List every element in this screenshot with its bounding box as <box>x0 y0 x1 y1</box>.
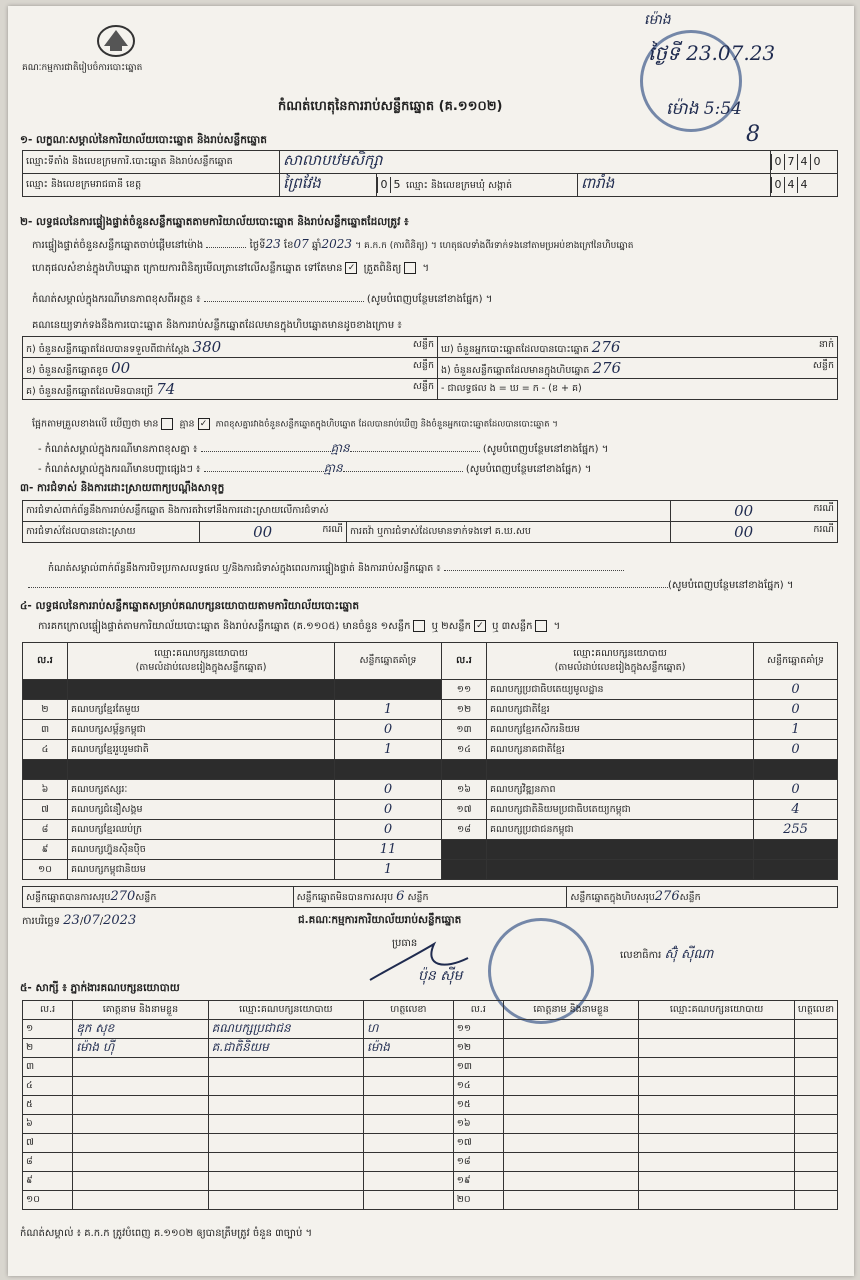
org-name: គណៈកម្មការជាតិរៀបចំការបោះឆ្នោត <box>22 63 143 73</box>
section2-heading: ២- លទ្ធផលនៃការផ្ទៀងផ្ទាត់ចំនួនសន្លឹកឆ្នោតតាមការិយាល័យបោះឆ្នោត និងរាប់សន្លឹកឆ្នោតដែលត្រូវ ៖ <box>20 216 409 228</box>
location-code: 0 7 4 0 <box>771 151 838 174</box>
resolved-value: 00 <box>253 523 273 541</box>
totals-table: សន្លឹកឆ្នោតបានការសរុប270សន្លឹក សន្លឹកឆ្នោតមិនបានការសរុប 6 សន្លឹក សន្លឹកឆ្នោតក្នុងហិបសរុប276សន្លឹក <box>22 886 838 908</box>
witness-signature <box>364 1172 454 1191</box>
witness-party-right <box>639 1115 794 1134</box>
witness-party-right <box>639 1134 794 1153</box>
witness-row <box>23 1115 838 1134</box>
chair-signature: ប៉ុន ស៊ីម <box>418 968 463 984</box>
witness-no-right: ១១ <box>453 1020 503 1039</box>
handwritten-mark: 8 <box>746 122 760 147</box>
party-name-right: គណបក្សជាតិខ្មែរ <box>487 700 754 720</box>
witness-row <box>23 1058 838 1077</box>
checkbox-verify[interactable] <box>404 262 416 274</box>
handwritten-top: ម៉ោង <box>644 12 671 28</box>
witness-row <box>23 1096 838 1115</box>
resolved-label: ការជំទាស់ដែលបានដោះស្រាយ <box>23 522 200 543</box>
section2-line1: ការផ្ទៀងផ្ទាត់ចំនួនសន្លឹកឆ្នោតចាប់ផ្តើមនៅម៉ោង ថ្ងៃទី23 ខែ07 ឆ្នាំ2023 ។ គ.ក.ក (ការពិនិត្យ) ។ ហេតុផលទាំងពីរទាក់ទងនៅតាមប្រអប់ខាងក្រៅនៃហិបឆ្នោត <box>32 237 634 251</box>
witness-name <box>73 1058 208 1077</box>
w-col-name-left: គោត្តនាម និងនាមខ្លួន <box>73 1001 208 1020</box>
party-votes-left: 1 <box>335 700 442 720</box>
party-votes-left: 0 <box>335 720 442 740</box>
witness-party <box>208 1115 363 1134</box>
col-party-right: ឈ្មោះគណបក្សនយោបាយ (តាមលំដាប់លេខរៀងក្នុងសន្លឹកឆ្នោត) <box>487 643 754 680</box>
section1-heading: ១- លក្ខណៈសម្គាល់នៃការិយាល័យបោះឆ្នោត និងរាប់សន្លឹកឆ្នោត <box>20 134 267 146</box>
objection-table: ការជំទាស់ពាក់ព័ន្ធនឹងការរាប់សន្លឹកឆ្នោត និងការតវ៉ាទៅនឹងការដោះស្រាយលើការជំទាស់ 00 ករណី ការជំទាស់ដែលបានដោះស្រាយ 00 ករណី ការតវ៉ា ឬការជំទាស់ដែលមានទាក់ទងទៅ គ.ឃ.សប 00 ករណី <box>22 500 838 543</box>
party-row <box>23 740 838 760</box>
party-no-left <box>23 680 68 700</box>
party-votes-left <box>335 760 442 780</box>
witness-signature-right <box>794 1020 837 1039</box>
witness-no-left: ៤ <box>23 1077 73 1096</box>
witness-party <box>208 1077 363 1096</box>
party-votes-right: 1 <box>754 720 838 740</box>
w-col-no-left: ល.រ <box>23 1001 73 1020</box>
province-code-0: 0 <box>377 177 390 193</box>
party-name-right <box>487 860 754 880</box>
witness-name: ម៉ោង ហ៊ី <box>73 1039 208 1058</box>
section3-remark-tail: (សូមបំពេញបន្ថែមនៅខាងផ្នែក) ។ <box>28 580 793 591</box>
witness-name-right <box>503 1191 638 1210</box>
complaints-label: ការតវ៉ា ឬការជំទាស់ដែលមានទាក់ទងទៅ គ.ឃ.សប <box>347 522 671 543</box>
witness-signature: ម៉ោង <box>364 1039 454 1058</box>
section2-note3: - កំណត់សម្គាល់ក្នុងករណីមានបញ្ហាផ្សេងៗ ៖ គ្មាន (សូមបំពេញបន្ថែមនៅខាងផ្នែក) ។ <box>38 461 592 475</box>
witness-no-left: ២ <box>23 1039 73 1058</box>
handwritten-ref: ម៉ោង 5:54 <box>666 99 742 119</box>
witness-name <box>73 1077 208 1096</box>
witness-signature-right <box>794 1096 837 1115</box>
witness-name <box>73 1191 208 1210</box>
party-row <box>23 820 838 840</box>
made-date: ការបរិច្ឆេទ 23/07/2023 <box>22 913 137 928</box>
party-votes-right: 4 <box>754 800 838 820</box>
witness-no-right: ១៤ <box>453 1077 503 1096</box>
witness-party <box>208 1058 363 1077</box>
witness-no-left: ១០ <box>23 1191 73 1210</box>
witness-name <box>73 1096 208 1115</box>
voters-count: 276 <box>591 337 621 356</box>
witness-no-right: ១៣ <box>453 1058 503 1077</box>
party-no-left: ៣ <box>23 720 68 740</box>
witness-signature-right <box>794 1172 837 1191</box>
party-row <box>23 680 838 700</box>
party-votes-right: 0 <box>754 700 838 720</box>
section3-heading: ៣- ការជំទាស់ និងការដោះស្រាយពាក្យបណ្តឹងសាទុក្ខ <box>20 482 225 494</box>
witness-no-right: ១៩ <box>453 1172 503 1191</box>
party-name-right <box>487 760 754 780</box>
party-no-right: ១៤ <box>442 740 487 760</box>
witness-name-right <box>503 1172 638 1191</box>
checkbox-have[interactable]: ✓ <box>345 262 357 274</box>
witness-party <box>208 1096 363 1115</box>
witness-party-right <box>639 1172 794 1191</box>
party-votes-left: 0 <box>335 780 442 800</box>
party-row <box>23 860 838 880</box>
witness-no-right: ១៥ <box>453 1096 503 1115</box>
section5-heading: ៥- សាក្សី ៖ ភ្នាក់ងារគណបក្សនយោបាយ <box>20 982 180 994</box>
witness-signature <box>364 1115 454 1134</box>
witness-party: គណបក្សប្រជាជន <box>208 1020 363 1039</box>
witness-name: ឌុក សុខ <box>73 1020 208 1039</box>
party-votes-right <box>754 840 838 860</box>
party-votes-left <box>335 680 442 700</box>
witness-no-left: ៦ <box>23 1115 73 1134</box>
party-no-left: ៧ <box>23 800 68 820</box>
party-votes-right: 0 <box>754 780 838 800</box>
location-label: ឈ្មោះទីតាំង និងលេខក្រមការិ.បោះឆ្នោត និងរាប់សន្លឹកឆ្នោត <box>23 151 280 174</box>
party-name-left: គណបក្សជំនឿសង្គម <box>68 800 335 820</box>
commune-code: 0 4 4 <box>771 174 838 197</box>
party-row <box>23 760 838 780</box>
section2-note2: - កំណត់សម្គាល់ក្នុងករណីមានភាពខុសគ្នា ៖ គ្មាន (សូមបំពេញបន្ថែមនៅខាងផ្នែក) ។ <box>38 441 609 455</box>
chair-label: ប្រធាន <box>392 938 418 949</box>
objection-row1-label: ការជំទាស់ពាក់ព័ន្ធនឹងការរាប់សន្លឹកឆ្នោត និងការតវ៉ាទៅនឹងការដោះស្រាយលើការជំទាស់ <box>23 501 671 522</box>
witness-no-left: ៨ <box>23 1153 73 1172</box>
unused-ballots: 74 <box>156 379 176 398</box>
witness-signature <box>364 1134 454 1153</box>
witness-row <box>23 1172 838 1191</box>
witness-party-right <box>639 1077 794 1096</box>
witness-row <box>23 1191 838 1210</box>
witness-name-right <box>503 1020 638 1039</box>
emblem-icon <box>96 24 136 58</box>
section4-heading: ៤- លទ្ធផលនៃការរាប់សន្លឹកឆ្នោតសម្រាប់គណបក្សនយោបាយតាមការិយាល័យបោះឆ្នោត <box>20 600 360 612</box>
w-col-party-right: ឈ្មោះគណបក្សនយោបាយ <box>639 1001 794 1020</box>
party-name-right: គណបក្សនាគជាតិខ្មែរ <box>487 740 754 760</box>
witness-no-left: ១ <box>23 1020 73 1039</box>
party-votes-left: 1 <box>335 860 442 880</box>
witness-party <box>208 1134 363 1153</box>
w-col-no-right: ល.រ <box>453 1001 503 1020</box>
section2-line2: ហេតុផលសំខាន់ក្នុងហិបឆ្នោត ក្រោយការពិនិត្យមើលត្រានៅលើសន្លឹកឆ្នោត ទៅតែមាន ✓ ត្រួតពិនិត្យ ។ <box>32 263 430 274</box>
witness-no-left: ៣ <box>23 1058 73 1077</box>
col-no-left: ល.រ <box>23 643 68 680</box>
party-votes-right: 255 <box>754 820 838 840</box>
party-votes-left: 1 <box>335 740 442 760</box>
col-votes-left: សន្លឹកឆ្នោតគាំទ្រ <box>335 643 442 680</box>
party-name-right: គណបក្សប្រជាជនកម្ពុជា <box>487 820 754 840</box>
witness-signature-right <box>794 1153 837 1172</box>
witness-no-right: ១៦ <box>453 1115 503 1134</box>
valid-total: 270 <box>110 889 136 904</box>
party-votes-left: 0 <box>335 800 442 820</box>
complaints-value: 00 <box>734 523 754 541</box>
witness-signature-right <box>794 1134 837 1153</box>
witness-name-right <box>503 1134 638 1153</box>
section2-line4: គណនេយ្យទាក់ទងនឹងការបោះឆ្នោត និងការរាប់សន្លឹកឆ្នោតដែលមានក្នុងហិបឆ្នោតមានដូចខាងក្រោម ៖ <box>32 320 402 331</box>
witness-name <box>73 1153 208 1172</box>
section2-line3: កំណត់សម្គាល់ក្នុងករណីមានភាពខុសពីអត្ថន ៖ (សូមបំពេញបន្ថែមនៅខាងផ្នែក) ។ <box>32 294 493 305</box>
invalid-total: 6 <box>396 889 405 904</box>
witness-party <box>208 1172 363 1191</box>
province-label: ឈ្មោះ និងលេខក្រមរាជធានី ខេត្ត <box>23 174 280 197</box>
party-no-right <box>442 760 487 780</box>
witness-row <box>23 1039 838 1058</box>
party-no-right: ១៧ <box>442 800 487 820</box>
party-row <box>23 840 838 860</box>
witness-party-right <box>639 1153 794 1172</box>
witness-table <box>22 1000 838 1210</box>
party-no-left: ៤ <box>23 740 68 760</box>
witness-party <box>208 1191 363 1210</box>
w-col-name-right: គោត្តនាម និងនាមខ្លួន <box>503 1001 638 1020</box>
witness-signature-right <box>794 1058 837 1077</box>
party-name-left: គណបក្សខ្មែររួបរួមជាតិ <box>68 740 335 760</box>
party-votes-right: 0 <box>754 740 838 760</box>
received-ballots: 380 <box>192 337 222 356</box>
footer-note: កំណត់សម្គាល់ ៖ គ.ក.ក ត្រូវបំពេញ គ.១១០២ ឲ្យបានត្រឹមត្រូវ ចំនួន ៣ច្បាប់ ។ <box>20 1228 313 1239</box>
witness-name-right <box>503 1039 638 1058</box>
witness-name <box>73 1172 208 1191</box>
checkbox-discrepancy-no[interactable]: ✓ <box>198 418 210 430</box>
witness-signature <box>364 1058 454 1077</box>
witness-name <box>73 1134 208 1153</box>
witness-no-right: ១៧ <box>453 1134 503 1153</box>
col-votes-right: សន្លឹកឆ្នោតគាំទ្រ <box>754 643 838 680</box>
party-row <box>23 700 838 720</box>
party-row <box>23 720 838 740</box>
party-no-right: ១៣ <box>442 720 487 740</box>
party-no-left: ២ <box>23 700 68 720</box>
w-col-sig-right: ហត្ថលេខា <box>794 1001 837 1020</box>
witness-party: គ.ជាតិនិយម <box>208 1039 363 1058</box>
party-name-right: គណបក្សជាតិនិយមប្រជាធិបតេយ្យកម្ពុជា <box>487 800 754 820</box>
party-no-right <box>442 860 487 880</box>
ballots-in-box: 276 <box>592 358 622 377</box>
commune-label: ឈ្មោះ និងលេខក្រមឃុំ សង្កាត់ <box>406 180 513 191</box>
party-name-right: គណបក្សខ្មែរកសិករនិយម <box>487 720 754 740</box>
witness-no-left: ៩ <box>23 1172 73 1191</box>
commune-value: ពារាំង <box>581 174 615 192</box>
witness-signature <box>364 1153 454 1172</box>
party-votes-left: 0 <box>335 820 442 840</box>
party-name-right: គណបក្សប្រជាធិបតេយ្យមូលដ្ឋាន <box>487 680 754 700</box>
col-no-right: ល.រ <box>442 643 487 680</box>
party-name-left: គណបក្សឥស្សរៈ <box>68 780 335 800</box>
party-votes-left: 11 <box>335 840 442 860</box>
party-votes-right <box>754 760 838 780</box>
party-name-left: គណបក្សហ្វ៊ុនស៊ិនប៉ិច <box>68 840 335 860</box>
party-no-left <box>23 760 68 780</box>
party-no-right: ១២ <box>442 700 487 720</box>
party-name-left <box>68 760 335 780</box>
party-name-right: គណបក្សវិឌ្ឍនភាព <box>487 780 754 800</box>
w-col-sig-left: ហត្ថលេខា <box>364 1001 454 1020</box>
witness-name-right <box>503 1096 638 1115</box>
section4-line: ការគកក្រោលផ្ទៀងផ្ទាត់តាមការិយាល័យបោះឆ្នោត និងរាប់សន្លឹកឆ្នោត (គ.១១០៥) មានចំនួន ១សន្លឹក ឬ ២សន្លឹក ✓ ឬ ៣សន្លឹក ។ <box>38 621 561 632</box>
party-no-right <box>442 840 487 860</box>
chair-signature-stroke <box>364 936 474 986</box>
checkbox-discrepancy-yes[interactable] <box>161 418 173 430</box>
witness-party-right <box>639 1058 794 1077</box>
witness-row <box>23 1020 838 1039</box>
spoiled-ballots: 00 <box>111 358 131 377</box>
witness-signature <box>364 1077 454 1096</box>
party-no-right: ១៨ <box>442 820 487 840</box>
witness-name-right <box>503 1077 638 1096</box>
party-name-left: គណបក្សខ្មែរឈប់ក្រ <box>68 820 335 840</box>
party-no-right: ១១ <box>442 680 487 700</box>
witness-party-right <box>639 1191 794 1210</box>
w-col-party-left: ឈ្មោះគណបក្សនយោបាយ <box>208 1001 363 1020</box>
party-name-left <box>68 680 335 700</box>
party-row <box>23 780 838 800</box>
witness-name <box>73 1115 208 1134</box>
party-row <box>23 800 838 820</box>
party-votes-right <box>754 860 838 880</box>
checkbox-2-sheets[interactable]: ✓ <box>474 620 486 632</box>
witness-party-right <box>639 1096 794 1115</box>
party-no-right: ១៦ <box>442 780 487 800</box>
party-no-left: ៩ <box>23 840 68 860</box>
location-value: សាលាបឋមសិក្សា <box>283 151 383 169</box>
form-sheet <box>8 6 854 1276</box>
party-name-left: គណបក្សកម្ពុជានិយម <box>68 860 335 880</box>
party-no-left: ១០ <box>23 860 68 880</box>
party-name-right <box>487 840 754 860</box>
section2-note1: ផ្អែកតាមគ្រួលខាងលើ ឃើញថា មាន គ្មាន ✓ ភាពខុសគ្នារវាងចំនួនសន្លឹកឆ្នោតក្នុងហិបឆ្នោត ដែលបានរាប់ឃើញ និងចំនួនអ្នកបោះឆ្នោតដែលបានបោះឆ្នោត ។ <box>32 418 558 430</box>
party-no-left: ៦ <box>23 780 68 800</box>
secretary-label: លេខាធិការ ស៊ុំ ស៊ីណា <box>620 947 714 962</box>
province-value: ព្រៃវែង <box>283 174 321 192</box>
witness-row <box>23 1153 838 1172</box>
section1-table <box>22 150 838 197</box>
witness-signature-right <box>794 1077 837 1096</box>
objection-row1-value: 00 <box>734 502 754 520</box>
witness-no-right: ១២ <box>453 1039 503 1058</box>
form-title: កំណត់ហេតុនៃការរាប់សន្លឹកឆ្នោត (គ.១១០២) <box>278 99 503 114</box>
witness-no-right: ១៨ <box>453 1153 503 1172</box>
witness-no-left: ៥ <box>23 1096 73 1115</box>
party-results-table <box>22 642 838 880</box>
witness-signature <box>364 1191 454 1210</box>
witness-no-left: ៧ <box>23 1134 73 1153</box>
col-party-left: ឈ្មោះគណបក្សនយោបាយ (តាមលំដាប់លេខរៀងក្នុងសន្លឹកឆ្នោត) <box>68 643 335 680</box>
checkbox-1-sheet[interactable] <box>413 620 425 632</box>
box-total: 276 <box>654 889 680 904</box>
witness-row <box>23 1134 838 1153</box>
witness-party-right <box>639 1020 794 1039</box>
party-name-left: គណបក្សខ្មែរតែមួយ <box>68 700 335 720</box>
party-no-left: ៨ <box>23 820 68 840</box>
party-name-left: គណបក្សសម្ព័ន្ធកម្ពុជា <box>68 720 335 740</box>
committee-title: ជ.គណៈកម្មការការិយាល័យរាប់សន្លឹកឆ្នោត <box>298 914 462 926</box>
witness-row <box>23 1077 838 1096</box>
witness-name-right <box>503 1115 638 1134</box>
witness-name-right <box>503 1058 638 1077</box>
province-code-1: 5 <box>390 177 403 193</box>
witness-signature-right <box>794 1039 837 1058</box>
count-table: ក) ចំនួនសន្លឹកឆ្នោតដែលបានទទួលពីជាក់ស្តែង 380 សន្លឹក ឃ) ចំនួនអ្នកបោះឆ្នោតដែលបានបោះឆ្នោត 276 នាក់ ខ) ចំនួនសន្លឹកឆ្នោតខូច 00 សន្លឹក ង) ចំនួនសន្លឹកឆ្នោតដែលមានក្នុងហិបឆ្នោត 276 សន្លឹក គ) ចំនួនសន្លឹកឆ្នោតដែលមិនបានប្រើ 74 សន្លឹក - ជាលទ្ធផល ង = ឃ = ក - (ខ + គ) <box>22 336 838 400</box>
formula: - ជាលទ្ធផល ង = ឃ = ក - (ខ + គ) <box>438 379 838 400</box>
witness-signature-right <box>794 1191 837 1210</box>
party-votes-right: 0 <box>754 680 838 700</box>
witness-party <box>208 1153 363 1172</box>
witness-no-right: ២០ <box>453 1191 503 1210</box>
handwritten-date: ថ្ងៃទី 23.07.23 <box>648 41 776 65</box>
witness-signature <box>364 1096 454 1115</box>
witness-party-right <box>639 1039 794 1058</box>
witness-signature-right <box>794 1115 837 1134</box>
witness-name-right <box>503 1153 638 1172</box>
section3-remark: កំណត់សម្គាល់ពាក់ព័ន្ធនឹងការបិទប្រកាសលទ្ធផល ឬ/និងការជំទាស់ក្នុងពេលការផ្ទៀងផ្ទាត់ និងការរាប់សន្លឹកឆ្នោត ៖ <box>48 564 624 574</box>
checkbox-3-sheets[interactable] <box>535 620 547 632</box>
witness-signature: ហ <box>364 1020 454 1039</box>
